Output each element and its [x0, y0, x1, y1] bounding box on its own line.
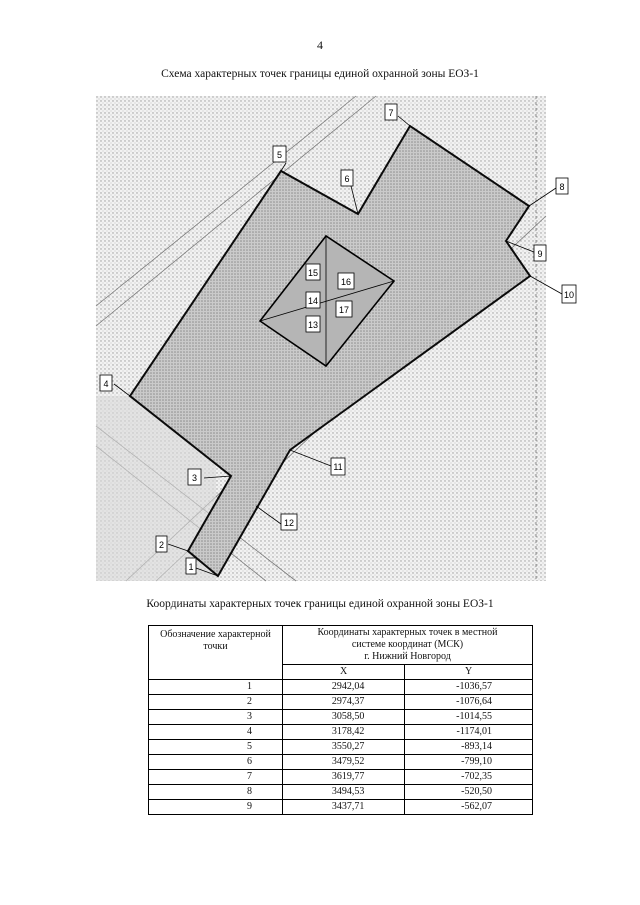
cell-x: 3178,42 — [283, 725, 405, 740]
svg-text:12: 12 — [283, 518, 295, 528]
cell-point: 2 — [149, 695, 283, 710]
cell-y: -893,14 — [405, 740, 533, 755]
page-number: 4 — [317, 38, 323, 52]
point-label-13 — [306, 316, 320, 332]
point-label-7 — [385, 104, 397, 120]
table-row — [149, 740, 533, 755]
cell-point: 5 — [149, 740, 283, 755]
svg-text:5: 5 — [276, 150, 283, 160]
point-label-17 — [336, 301, 352, 317]
coordinates-table — [148, 625, 533, 815]
cell-x: 3058,50 — [283, 710, 405, 725]
point-label-10 — [562, 285, 576, 303]
cell-point: 1 — [149, 680, 283, 695]
cell-x: 2942,04 — [283, 680, 405, 695]
cell-y: -1036,57 — [405, 680, 533, 695]
cell-x: 2974,37 — [283, 695, 405, 710]
cell-x: 3619,77 — [283, 770, 405, 785]
coordinates-table-body — [149, 680, 533, 815]
point-label-12 — [281, 514, 297, 530]
point-label-4 — [100, 375, 112, 391]
svg-text:13: 13 — [307, 320, 319, 330]
svg-text:14: 14 — [307, 296, 319, 306]
table-row — [149, 695, 533, 710]
svg-text:4: 4 — [103, 379, 109, 389]
svg-text:10: 10 — [563, 290, 575, 300]
cell-y: -1014,55 — [405, 710, 533, 725]
zone-map — [96, 96, 575, 581]
cell-y: -799,10 — [405, 755, 533, 770]
table-title: Координаты характерных точек границы единой охранной зоны ЕОЗ-1 — [146, 598, 494, 610]
table-row — [149, 710, 533, 725]
point-label-15 — [306, 264, 320, 280]
svg-text:1: 1 — [188, 562, 194, 572]
point-label-16 — [338, 273, 354, 289]
svg-text:16: 16 — [340, 277, 352, 287]
point-label-1 — [186, 558, 196, 574]
cell-y: -702,35 — [405, 770, 533, 785]
cell-point: 4 — [149, 725, 283, 740]
point-label-11 — [331, 458, 345, 475]
svg-text:11: 11 — [333, 462, 343, 472]
header-y: Y — [405, 665, 533, 680]
header-coordinates — [283, 626, 533, 665]
cell-point: 3 — [149, 710, 283, 725]
cell-y: -1076,64 — [405, 695, 533, 710]
cell-x: 3479,52 — [283, 755, 405, 770]
cell-point: 6 — [149, 755, 283, 770]
cell-x: 3437,71 — [283, 800, 405, 815]
svg-text:8: 8 — [559, 182, 565, 192]
cell-x: 3550,27 — [283, 740, 405, 755]
point-label-2 — [156, 536, 167, 552]
cell-x: 3494,53 — [283, 785, 405, 800]
cell-point: 7 — [149, 770, 283, 785]
table-row — [149, 785, 533, 800]
table-row — [149, 800, 533, 815]
svg-text:7: 7 — [388, 108, 394, 118]
table-row — [149, 725, 533, 740]
svg-text:2: 2 — [158, 540, 165, 550]
svg-text:9: 9 — [537, 249, 543, 259]
table-row — [149, 770, 533, 785]
svg-text:17: 17 — [338, 305, 350, 315]
cell-point: 8 — [149, 785, 283, 800]
cell-y: -562,07 — [405, 800, 533, 815]
svg-text:3: 3 — [191, 473, 198, 483]
point-label-9 — [534, 245, 546, 261]
map-drawing — [96, 96, 575, 581]
header-x: X — [283, 665, 405, 680]
scheme-title: Схема характерных точек границы единой охранной зоны ЕОЗ-1 — [161, 68, 479, 80]
header-coords-line2: системе координат (МСК) — [351, 639, 464, 650]
header-point: Обозначение характерной точки — [149, 626, 283, 680]
point-label-3 — [188, 469, 201, 485]
cell-y: -1174,01 — [405, 725, 533, 740]
svg-text:6: 6 — [344, 174, 350, 184]
point-label-5 — [273, 146, 286, 162]
svg-text:15: 15 — [307, 268, 319, 278]
cell-y: -520,50 — [405, 785, 533, 800]
header-coords-line3: г. Нижний Новгород — [364, 651, 451, 662]
point-label-14 — [306, 292, 320, 308]
table-row — [149, 755, 533, 770]
point-label-8 — [556, 178, 568, 194]
cell-point: 9 — [149, 800, 283, 815]
point-label-6 — [341, 170, 353, 186]
header-coords-line1: Координаты характерных точек в местной — [317, 627, 498, 638]
table-row — [149, 680, 533, 695]
